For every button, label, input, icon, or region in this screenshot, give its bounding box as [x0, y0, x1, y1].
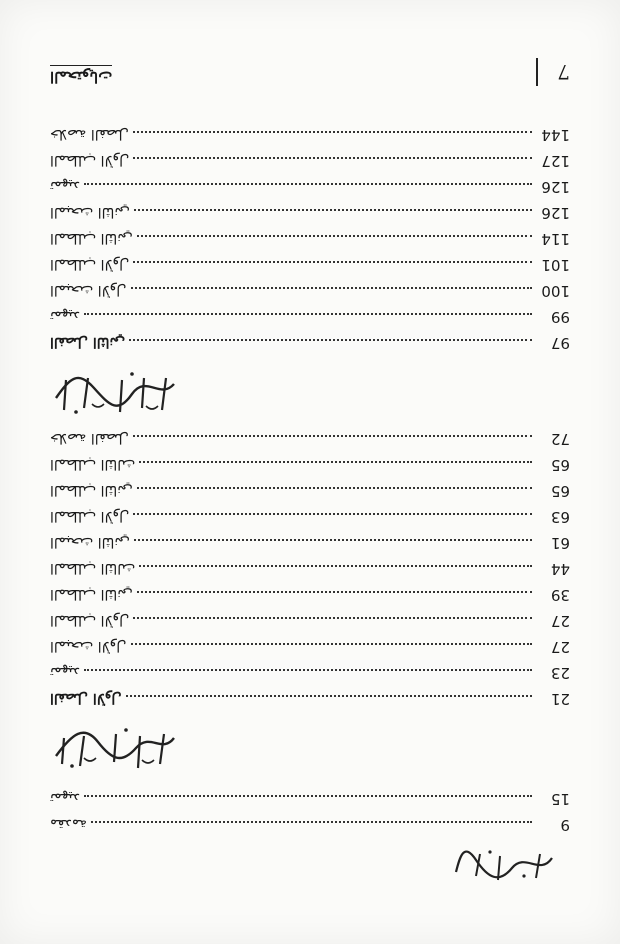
toc-leader-dots	[131, 287, 532, 289]
toc-leader-dots	[84, 669, 532, 671]
section-heading-calligraphy	[50, 368, 180, 418]
toc-row[interactable]	[50, 560, 570, 584]
toc-row[interactable]	[50, 334, 570, 358]
toc-page-number: 27	[550, 638, 570, 656]
header-divider	[536, 58, 538, 86]
header-title: المحتويات	[50, 65, 112, 86]
toc-entry-title: تمهيد	[50, 308, 81, 324]
toc-entry-title: خلاصة الفصل	[50, 430, 129, 446]
toc-page-number: 44	[550, 560, 570, 578]
toc-row[interactable]	[50, 256, 570, 280]
page-number: 7	[557, 60, 570, 84]
toc-leader-dots	[84, 183, 532, 185]
toc-row[interactable]	[50, 282, 570, 306]
toc-leader-dots	[133, 435, 532, 437]
toc-page-number: 97	[550, 334, 570, 352]
toc-leader-dots	[84, 313, 532, 315]
toc-row[interactable]	[50, 690, 570, 714]
toc-entry-title: تمهيد	[50, 790, 81, 806]
toc-entry-title: تمهيد	[50, 664, 81, 680]
toc-entry-title: المطلب الأول	[50, 612, 130, 628]
toc-leader-dots	[133, 617, 532, 619]
toc-page-number: 101	[541, 256, 570, 274]
toc-row[interactable]	[50, 204, 570, 228]
toc-entry-title: المبحث الثاني	[50, 204, 130, 220]
toc-row[interactable]	[50, 534, 570, 558]
toc-page-number: 61	[550, 534, 570, 552]
toc-page-number: 65	[550, 482, 570, 500]
toc-leader-dots	[84, 795, 532, 797]
toc-entry-title: خلاصة الفصل	[50, 126, 129, 142]
toc-page-number: 99	[550, 308, 570, 326]
toc-row[interactable]	[50, 482, 570, 506]
toc-leader-dots	[139, 461, 532, 463]
toc-page-number: 126	[541, 178, 570, 196]
bottom-calligraphy-ornament	[450, 846, 560, 886]
toc-page-number: 127	[541, 152, 570, 170]
toc-row[interactable]	[50, 152, 570, 176]
toc-entry-title: المطلب الأول	[50, 256, 130, 272]
toc-entry-title: تمهيد	[50, 178, 81, 194]
toc-row[interactable]	[50, 456, 570, 480]
toc-entry-title: المطلب الثالث	[50, 560, 136, 576]
toc-entry-title: المطلب الثالث	[50, 456, 136, 472]
toc-row[interactable]	[50, 816, 570, 840]
toc-page-number: 9	[560, 816, 570, 834]
toc-row[interactable]	[50, 638, 570, 662]
toc-leader-dots	[139, 565, 532, 567]
toc-page-number: 114	[541, 230, 570, 248]
toc-page-number: 39	[550, 586, 570, 604]
toc-leader-dots	[134, 539, 532, 541]
toc-leader-dots	[137, 235, 532, 237]
toc-entry-title: مقدمة	[50, 816, 87, 832]
toc-row[interactable]	[50, 664, 570, 688]
toc-leader-dots	[137, 487, 532, 489]
toc-page-number: 144	[541, 126, 570, 144]
toc-entry-title: المطلب الثاني	[50, 586, 133, 602]
toc-entry-title: المطلب الأول	[50, 152, 130, 168]
toc-page-number: 21	[550, 690, 570, 708]
toc-row[interactable]	[50, 508, 570, 532]
toc-page-number: 72	[550, 430, 570, 448]
toc-entry-title: الفصل الثاني	[50, 334, 126, 350]
toc-entry-title: المطلب الثاني	[50, 482, 133, 498]
toc-leader-dots	[137, 591, 532, 593]
toc-leader-dots	[133, 261, 532, 263]
toc-row[interactable]	[50, 126, 570, 150]
toc-entry-title: المبحث الأول	[50, 638, 127, 654]
toc-entry-title: المطلب الثاني	[50, 230, 133, 246]
toc-row[interactable]	[50, 178, 570, 202]
toc-page-number: 23	[550, 664, 570, 682]
toc-leader-dots	[134, 209, 532, 211]
toc-row[interactable]	[50, 430, 570, 454]
toc-page-number: 65	[550, 456, 570, 474]
toc-leader-dots	[133, 157, 532, 159]
toc-page-number: 27	[550, 612, 570, 630]
toc-page-number: 100	[541, 282, 570, 300]
toc-row[interactable]	[50, 790, 570, 814]
toc-page-number: 63	[550, 508, 570, 526]
toc-entry-title: الفصل الأول	[50, 690, 122, 706]
toc-entry-title: المبحث الأول	[50, 282, 127, 298]
running-header	[50, 54, 570, 88]
toc-page-number: 126	[541, 204, 570, 222]
toc-page-number: 15	[550, 790, 570, 808]
toc-leader-dots	[131, 643, 532, 645]
toc-leader-dots	[133, 131, 532, 133]
toc-entry-title: المبحث الثاني	[50, 534, 130, 550]
toc-entry-title: المطلب الأول	[50, 508, 130, 524]
toc-row[interactable]	[50, 586, 570, 610]
section-heading-calligraphy	[50, 724, 180, 774]
toc-leader-dots	[129, 339, 532, 341]
toc-leader-dots	[91, 821, 532, 823]
toc-row[interactable]	[50, 230, 570, 254]
toc-leader-dots	[133, 513, 532, 515]
toc-leader-dots	[126, 695, 532, 697]
toc-row[interactable]	[50, 612, 570, 636]
toc-row[interactable]	[50, 308, 570, 332]
